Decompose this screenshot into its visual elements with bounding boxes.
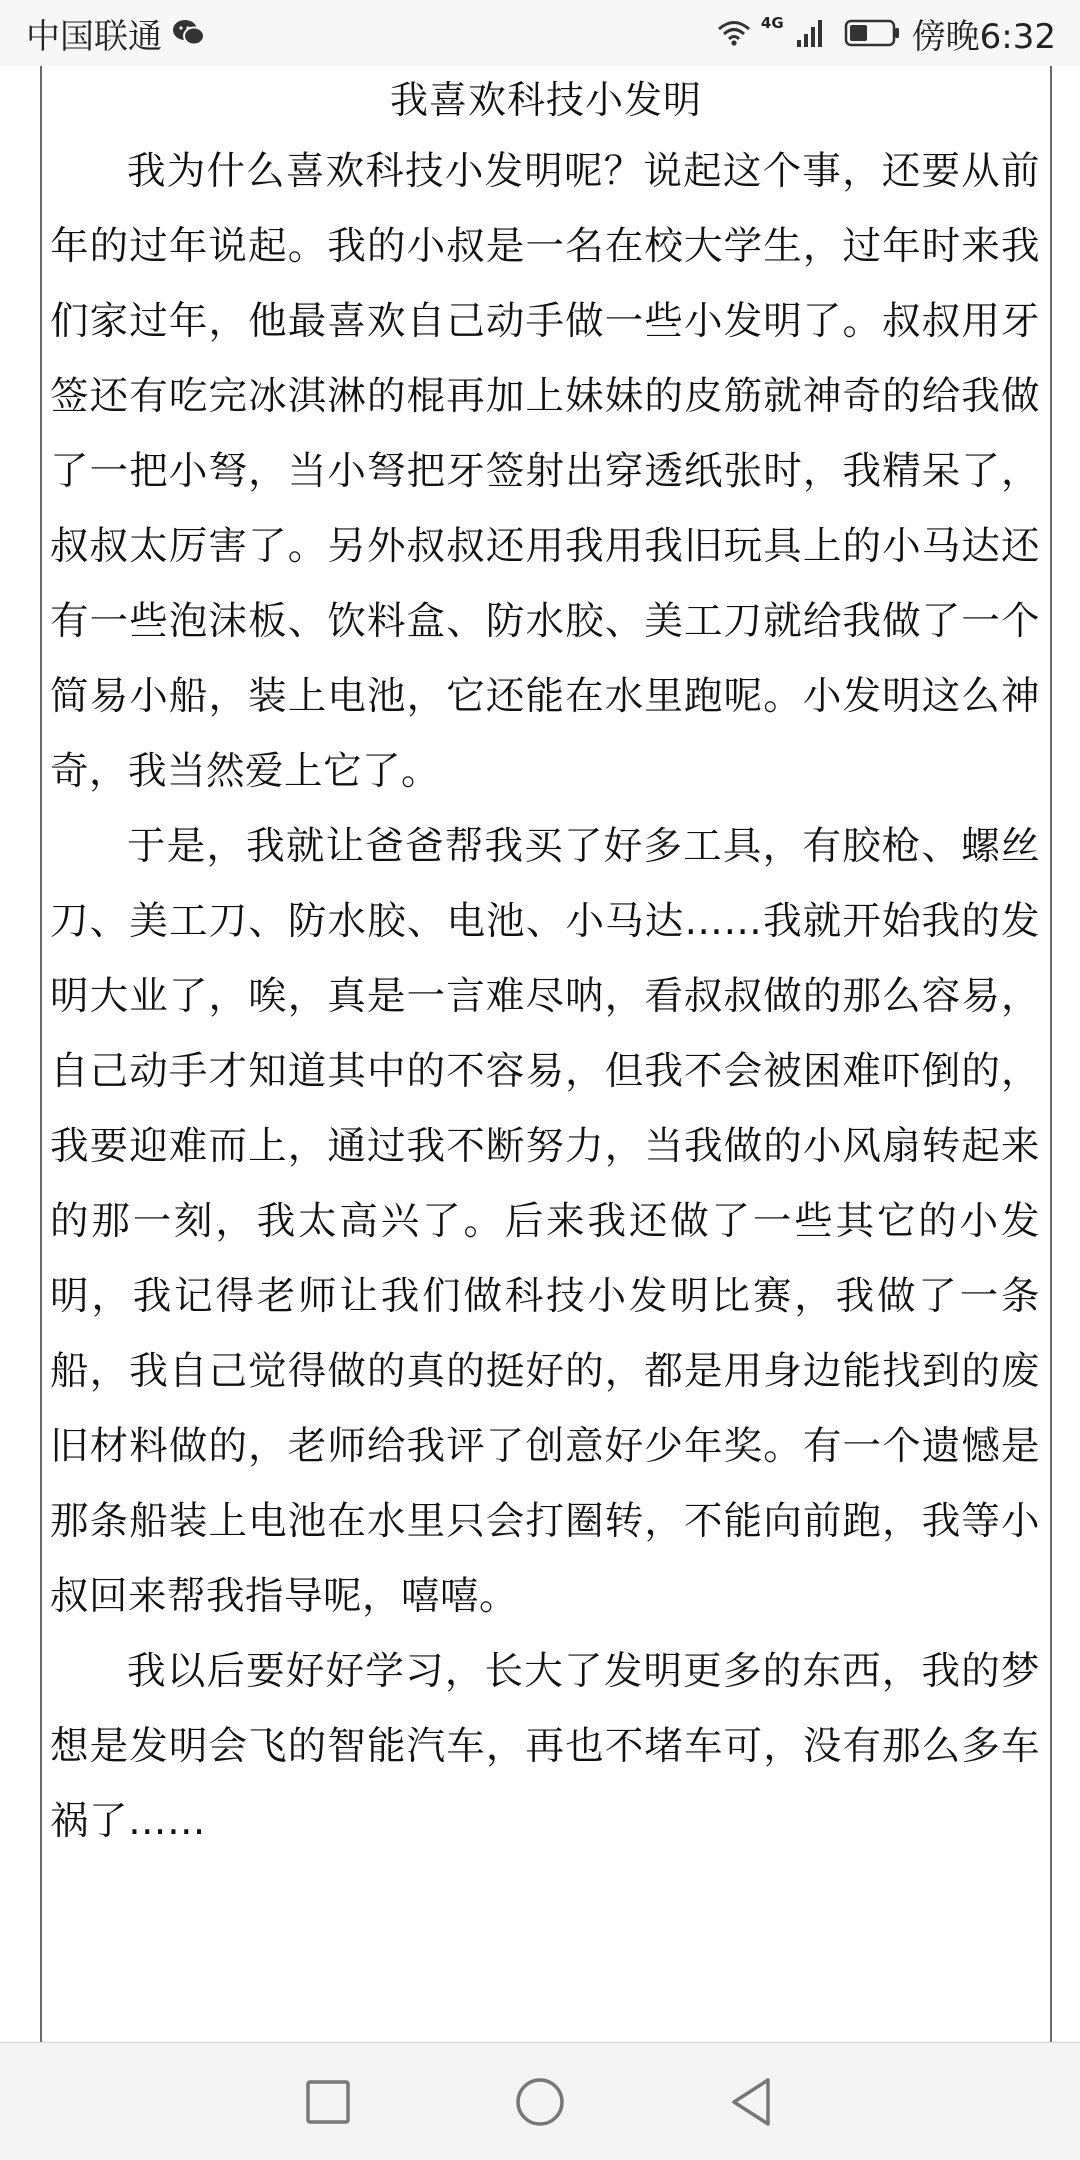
triangle-back-icon xyxy=(728,2075,776,2129)
article-content xyxy=(40,66,1052,2042)
home-button[interactable] xyxy=(510,2072,570,2132)
signal-icon xyxy=(796,18,824,48)
battery-icon xyxy=(844,18,902,48)
square-icon xyxy=(304,2078,352,2126)
circle-icon xyxy=(513,2075,567,2129)
navigation-bar xyxy=(0,2042,1080,2160)
back-button[interactable] xyxy=(722,2072,782,2132)
status-bar xyxy=(0,0,1080,66)
wifi-icon xyxy=(717,19,751,47)
network-type-label: 4G xyxy=(760,14,784,32)
article-paragraph: 于是，我就让爸爸帮我买了好多工具，有胶枪、螺丝刀、美工刀、防水胶、电池、小马达……我就开始我的发明大业了，唉，真是一言难尽呐，看叔叔做的那么容易，自己动手才知道其中的不容易，但我不会被困难吓倒的，我要迎难而上，通过我不断努力，当我做的小风扇转起来的那一刻，我太高兴了。后来我还做了一些其它的小发明，我记得老师让我们做科技小发明比赛，我做了一条船，我自己觉得做的真的挺好的，都是用身边能找到的废旧材料做的，老师给我评了创意好少年奖。有一个遗憾是那条船装上电池在水里只会打圈转，不能向前跑，我等小叔回来帮我指导呢，嘻嘻。 xyxy=(50,824,1040,1619)
recent-apps-button[interactable] xyxy=(298,2072,358,2132)
article-paragraph: 我为什么喜欢科技小发明呢？说起这个事，还要从前年的过年说起。我的小叔是一名在校大学生，过年时来我们家过年，他最喜欢自己动手做一些小发明了。叔叔用牙签还有吃完冰淇淋的棍再加上妹妹的皮筋就神奇的给我做了一把小弩，当小弩把牙签射出穿透纸张时，我精呆了，叔叔太厉害了。另外叔叔还用我用我旧玩具上的小马达还有一些泡沫板、饮料盒、防水胶、美工刀就给我做了一个简易小船，装上电池，它还能在水里跑呢。小发明这么神奇，我当然爱上它了。 xyxy=(50,149,1040,794)
wechat-icon xyxy=(172,18,206,48)
article-paragraph: 我以后要好好学习，长大了发明更多的东西，我的梦想是发明会飞的智能汽车，再也不堵车可，没有那么多车祸了…… xyxy=(50,1649,1040,1844)
carrier-name: 中国联通 xyxy=(26,16,162,57)
article-title: 我喜欢科技小发明 xyxy=(389,78,702,122)
clock: 傍晚6:32 xyxy=(911,16,1056,57)
